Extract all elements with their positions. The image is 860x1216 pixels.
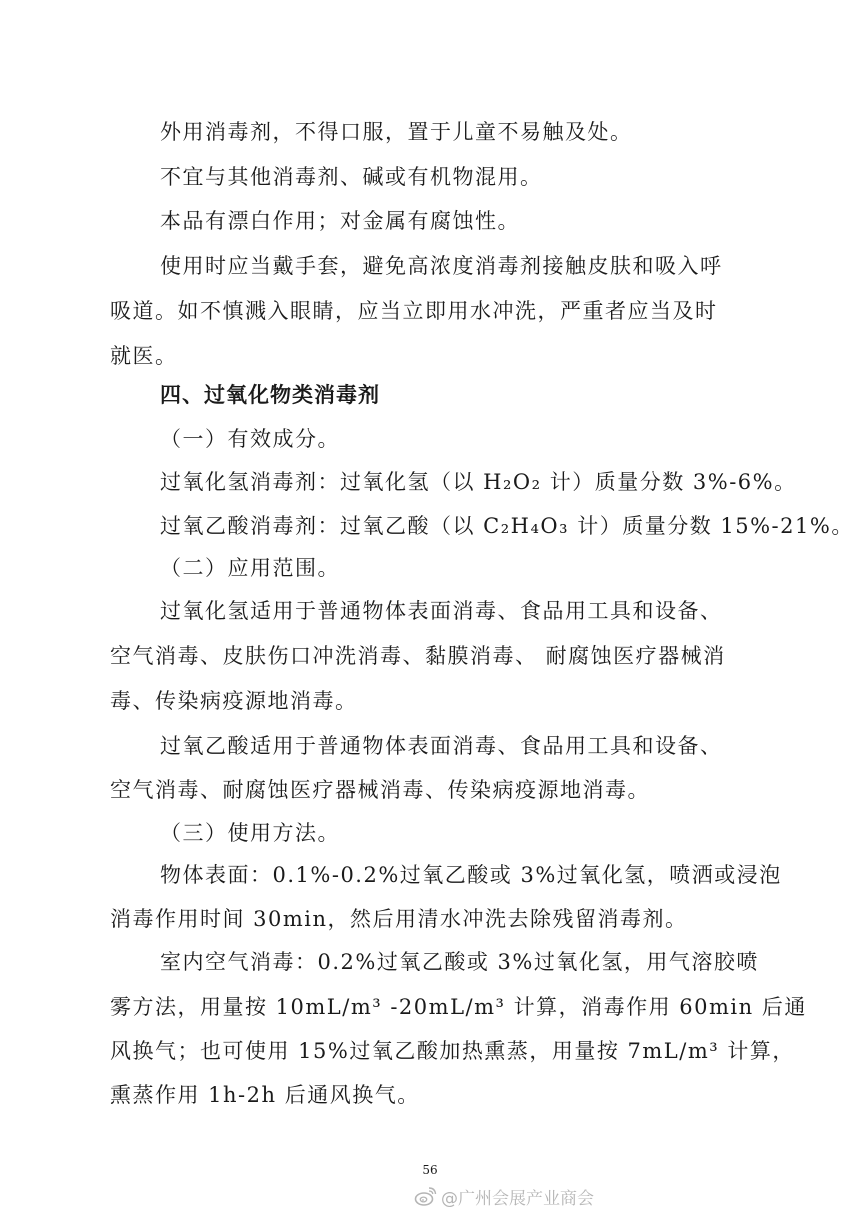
section-heading: 四、过氧化物类消毒剂 [160, 383, 380, 407]
text-line: 雾方法，用量按 10mL/m³ -20mL/m³ 计算，消毒作用 60min 后通 [110, 995, 807, 1019]
subsection-heading: （二）应用范围。 [160, 556, 340, 580]
subsection-heading: （三）使用方法。 [160, 821, 340, 845]
page-number: 56 [422, 1163, 438, 1177]
text-line: 外用消毒剂，不得口服，置于儿童不易触及处。 [160, 120, 633, 144]
text-line: 熏蒸作用 1h-2h 后通风换气。 [110, 1083, 420, 1107]
watermark-text: @广州会展产业商会 [441, 1188, 594, 1209]
watermark [414, 1184, 594, 1208]
text-line: 空气消毒、皮肤伤口冲洗消毒、黏膜消毒、 耐腐蚀医疗器械消 [110, 644, 726, 668]
text-line: 过氧化氢消毒剂：过氧化氢（以 H₂O₂ 计）质量分数 3%-6%。 [160, 470, 797, 494]
text-line: 风换气；也可使用 15%过氧乙酸加热熏蒸，用量按 7mL/m³ 计算， [110, 1039, 795, 1063]
text-line: 使用时应当戴手套，避免高浓度消毒剂接触皮肤和吸入呼 [160, 254, 723, 278]
text-line: 室内空气消毒：0.2%过氧乙酸或 3%过氧化氢，用气溶胶喷 [160, 950, 759, 974]
text-line: 吸道。如不慎溅入眼睛，应当立即用水冲洗，严重者应当及时 [110, 299, 718, 323]
text-line: 过氧乙酸适用于普通物体表面消毒、食品用工具和设备、 [160, 734, 723, 758]
text-line: 空气消毒、耐腐蚀医疗器械消毒、传染病疫源地消毒。 [110, 778, 650, 802]
text-line: 就医。 [110, 344, 178, 368]
text-line: 毒、传染病疫源地消毒。 [110, 689, 358, 713]
text-line: 物体表面：0.1%-0.2%过氧乙酸或 3%过氧化氢，喷洒或浸泡 [160, 863, 782, 887]
text-line: 消毒作用时间 30min，然后用清水冲洗去除残留消毒剂。 [110, 907, 688, 931]
subsection-heading: （一）有效成分。 [160, 427, 340, 451]
text-line: 过氧化氢适用于普通物体表面消毒、食品用工具和设备、 [160, 599, 723, 623]
weibo-logo-icon [414, 1185, 438, 1207]
text-line: 过氧乙酸消毒剂：过氧乙酸（以 C₂H₄O₃ 计）质量分数 15%-21%。 [160, 514, 854, 538]
text-line: 不宜与其他消毒剂、碱或有机物混用。 [160, 165, 543, 189]
text-line: 本品有漂白作用；对金属有腐蚀性。 [160, 209, 520, 233]
